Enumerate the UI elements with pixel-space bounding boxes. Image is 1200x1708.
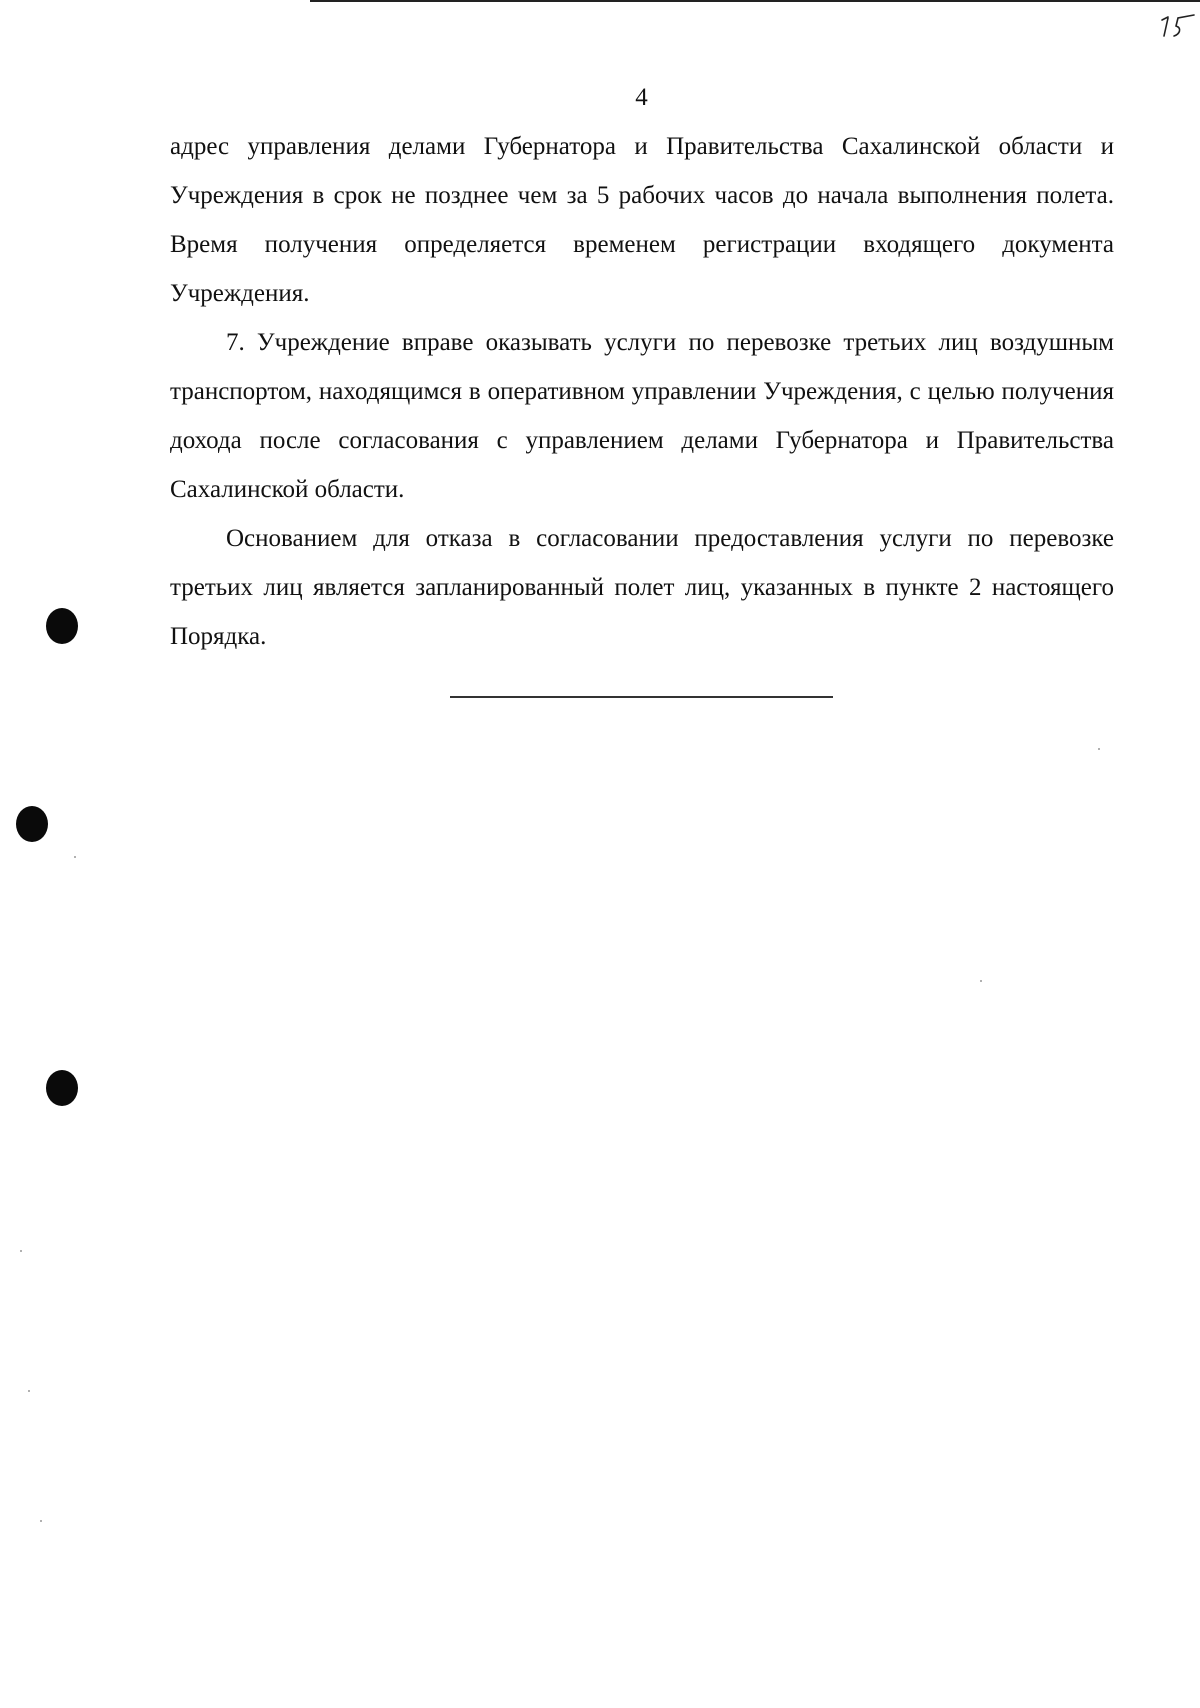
top-edge-line [310, 0, 1200, 2]
punch-hole [46, 1070, 78, 1106]
scan-speck [1098, 748, 1100, 750]
scan-speck [40, 1520, 42, 1522]
paragraph-continuation: адрес управления делами Губернатора и Правительства Сахалинской области и Учреждения в срок не позднее чем за 5 рабочих часов до начала выполнения полета. Время получения определяется временем регистрации входящего документа Учреждения. [170, 133, 1114, 307]
scan-speck [28, 1390, 30, 1392]
paragraph-refusal-grounds: Основанием для отказа в согласовании предоставления услуги по перевозке третьих лиц является запланированный полет лиц, указанных в пункте 2 настоящего Порядка. [170, 525, 1114, 650]
document-body [170, 122, 1114, 661]
scan-speck [74, 856, 76, 858]
page-number: 4 [635, 84, 648, 111]
punch-hole [16, 806, 48, 842]
scan-speck [20, 1250, 22, 1252]
punch-hole [46, 608, 78, 644]
paragraph-clause-7: 7. Учреждение вправе оказывать услуги по перевозке третьих лиц воздушным транспортом, находящимся в оперативном управлении Учреждения, с целью получения дохода после согласования с управлением делами Губернатора и Правительства Сахалинской области. [170, 329, 1114, 503]
end-of-text-line [450, 696, 833, 698]
handwritten-page-mark [1158, 12, 1196, 40]
scan-speck [980, 980, 982, 982]
